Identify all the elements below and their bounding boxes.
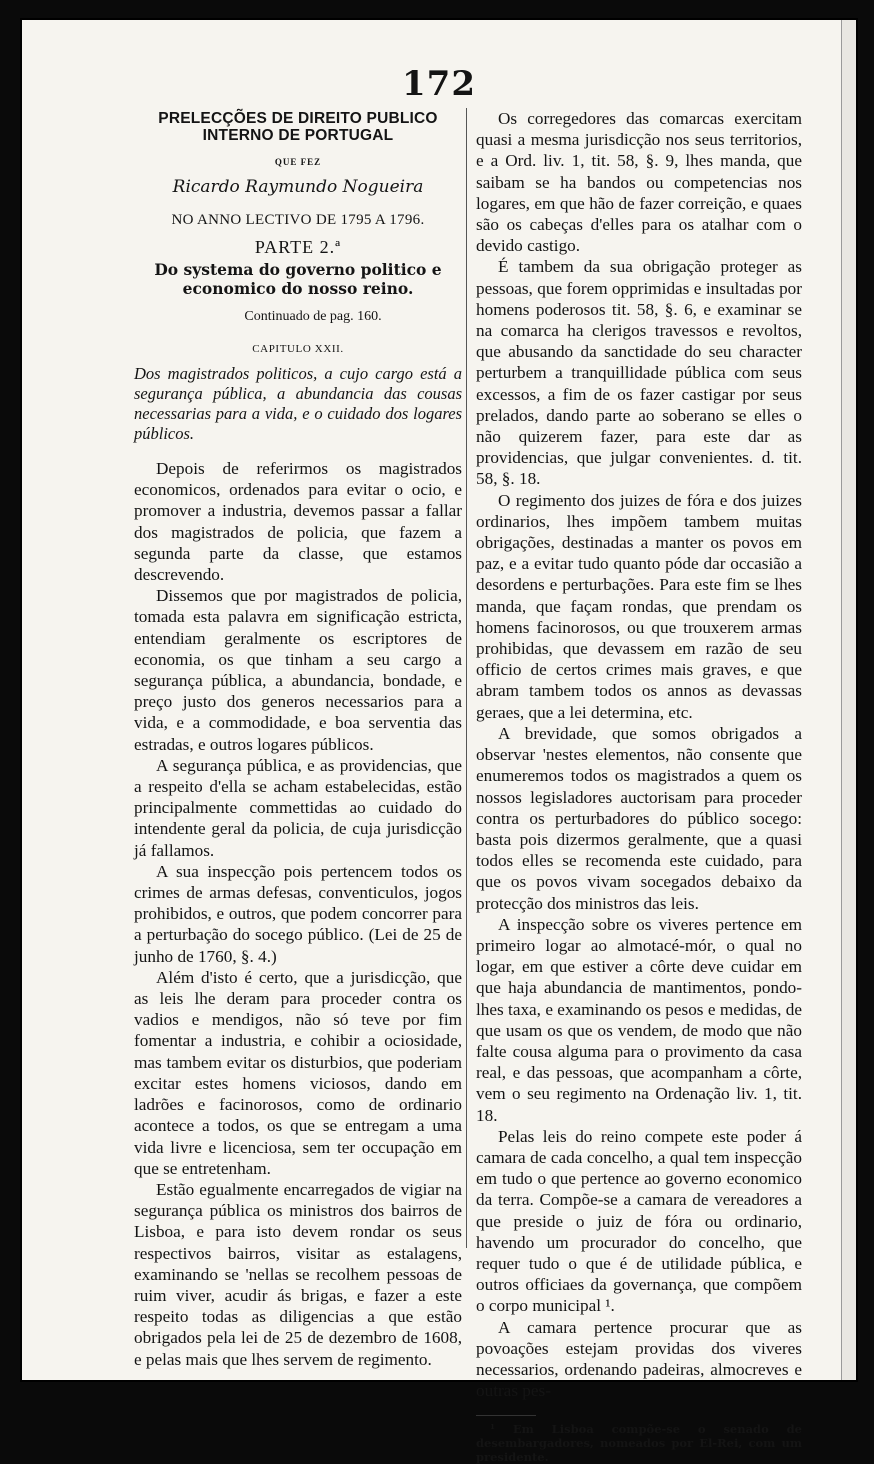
article-title: PRELECÇÕES DE DIREITO PUBLICO INTERNO DE PORTUGAL	[158, 110, 438, 144]
chapter-summary: Dos magistrados politicos, a cujo cargo está a segurança pública, a abundancia das cousas necessarias para a vida, e o cuidado dos logares públicos.	[134, 364, 462, 443]
left-column	[134, 108, 462, 1370]
right-column	[476, 108, 802, 1464]
footnote: ¹ Em Lisboa compõe-se o senado de desembargadores, nomeados por El-Rei, com um presidente.	[476, 1422, 802, 1464]
section-heading: Do systema do governo politico e economico do nosso reino.	[154, 260, 442, 298]
paragraph: Pelas leis do reino compete este poder á camara de cada concelho, a qual tem inspecção em tudo o que pertence ao governo economico da terra. Compõe-se a camara de vereadores a que preside o juiz de fóra ou ordinario, havendo um procurador do concelho, que requer tudo o que é de utilidade pública, e outros officiaes da governança, que compõem o corpo municipal ¹.	[476, 1126, 802, 1316]
paragraph: Depois de referirmos os magistrados economicos, ordenados para evitar o ocio, e promover a industria, devemos passar a fallar dos magistrados de policia, que fazem a segunda parte da classe, que estamos descrevendo.	[134, 459, 462, 585]
paragraph: Os corregedores das comarcas exercitam quasi a mesma jurisdicção nos seus territorios, e a Ord. liv. 1, tit. 58, §. 9, lhes manda, que saibam se ha bandos ou competencias nos logares, em que hão de fazer correição, e quaes são os cabeças d'elles para os atalhar com o devido castigo.	[476, 109, 802, 256]
column-divider	[466, 108, 467, 1248]
author-name: Ricardo Raymundo Nogueira	[172, 177, 424, 197]
paragraph: Dissemos que por magistrados de policia, tomada esta palavra em significação estricta, entendiam geralmente os escriptores de economia, os que tinham a seu cargo a segurança pública, a abundancia, bondade, e preço justo dos generos necessarios para a vida, e a commodidade, e boa serventia das estradas, e outros logares públicos.	[134, 586, 462, 754]
page-edge	[841, 20, 856, 1380]
paragraph: A segurança pública, e as providencias, que a respeito d'ella se acham estabelecidas, estão principalmente commettidas ao cuidado do intendente geral da policia, de cuja jurisdicção já fallamos.	[134, 755, 462, 860]
chapter-heading: CAPITULO XXII.	[252, 343, 344, 355]
paragraph: A inspecção sobre os viveres pertence em primeiro logar ao almotacé-mór, o qual no logar, em que estiver a côrte deve cuidar em que haja abundancia de mantimentos, pondo-lhes taxa, e examinando os pesos e medidas, de que usam os que os vendem, de modo que não falte cousa alguma para o provimento da casa real, e das pessoas, que acompanham a côrte, vem o seu regimento na Ordenação liv. 1, tit. 18.	[476, 914, 802, 1125]
newspaper-page	[20, 18, 858, 1464]
paragraph: A brevidade, que somos obrigados a observar 'nestes elementos, não consente que enumeremos todos os magistrados a quem os nossos legisladores auctorisam para proceder contra os perturbadores do público socego: basta pois dizermos geralmente, que a quasi todos elles se recomenda este cuidado, para que os povos vivam socegados debaixo da protecção dos ministros das leis.	[476, 723, 802, 913]
que-fez-label: QUE FEZ	[274, 157, 322, 167]
paragraph: A camara pertence procurar que as povoações estejam providas dos viveres necessarios, ordenando padeiras, almocreves e outras pes-	[476, 1317, 802, 1401]
paragraph: O regimento dos juizes de fóra e dos juizes ordinarios, lhes impõem tambem muitas obrigações, destinadas a manter os povos em paz, e a evitar tudo quanto póde dar occasião a desordens e perturbações. Para este fim se lhes manda, que façam rondas, que prendam os homens facinorosos, ou que trouxerem armas prohibidas, que devassem em razão de seu officio de certos crimes mais graves, e que abram tambem todos os annos as devassas geraes, que a lei determina, etc.	[476, 490, 802, 722]
paragraph: É tambem da sua obrigação proteger as pessoas, que forem opprimidas e insultadas por homens poderosos tit. 58, §. 6, e examinar se na comarca ha clerigos travessos e revoltos, que abusando da sanctidade do seu character perturbem a tranquillidade pública com seus excessos, a fim de os fazer castigar por seus prelados, dando parte ao soberano se elles o não quizerem fazer, para este dar as providencias, que julgar convenientes. d. tit. 58, §. 18.	[476, 257, 802, 489]
part-heading: PARTE 2.ª	[254, 237, 342, 257]
paragraph: Além d'isto é certo, que a jurisdicção, que as leis lhe deram para proceder contra os vadios e mendigos, não só teve por fim fomentar a industria, e cohibir a ociosidade, mas tambem evitar os disturbios, que poderiam excitar estes homens viciosos, dando em ladrões e facinorosos, como de ordinario acontece a todos, os que se entregam a uma vida livre e licenciosa, sem ter occupação em que se entretenham.	[134, 967, 462, 1178]
paragraph: Estão egualmente encarregados de vigiar na segurança pública os ministros dos bairros de Lisboa, e para isto devem rondar os seus respectivos bairros, visitar as estalagens, examinando se 'nellas se recolhem pessoas de ruim viver, acudir ás brigas, e fazer a este respeito todas as diligencias a que estão obrigados pela lei de 25 de dezembro de 1608, e pelas mais que lhes servem de regimento.	[134, 1179, 462, 1369]
academic-year: NO ANNO LECTIVO DE 1795 A 1796.	[171, 212, 425, 228]
continued-note: Continuado de pag. 160.	[244, 309, 382, 324]
footnote-rule	[476, 1415, 536, 1416]
page-number: 172	[402, 64, 476, 104]
paragraph: A sua inspecção pois pertencem todos os crimes de armas defesas, conventiculos, jogos prohibidos, e outros, que podem concorrer para a perturbação do socego público. (Lei de 25 de junho de 1760, §. 4.)	[134, 861, 462, 966]
